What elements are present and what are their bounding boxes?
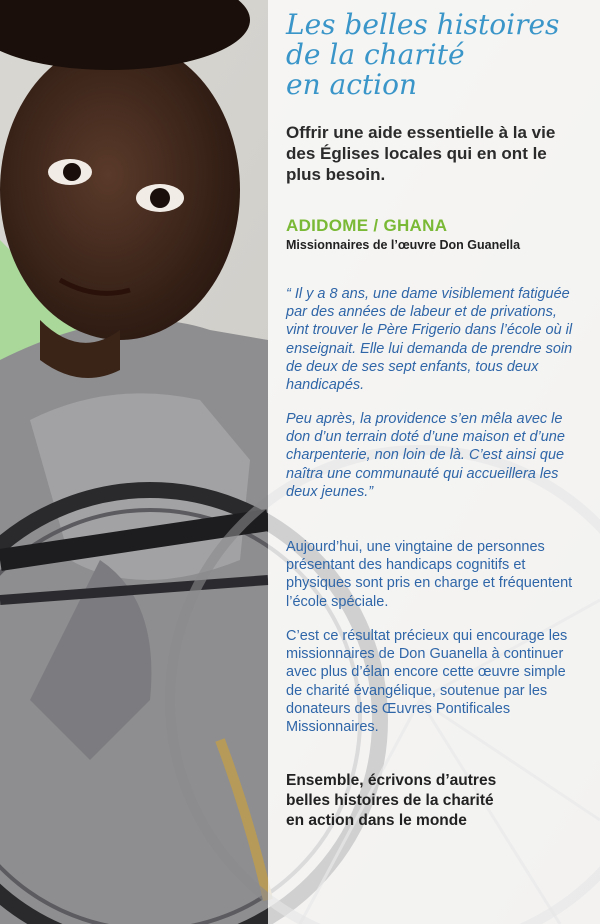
- quote-paragraph-1: “ Il y a 8 ans, une dame visiblement fatiguée par des années de labeur et de privations, vint trouver le Père Frigerio dans l’école où il enseignait. Elle lui demanda de prendre soin de deux de ses sept enfants, tous deux handicapés.: [286, 286, 573, 394]
- location-heading: ADIDOME / GHANA: [286, 216, 448, 235]
- intro-text: Offrir une aide essentielle à la vie des Églises locales qui en ont le plus besoin.: [286, 123, 556, 184]
- mission-subheading: Missionnaires de l’œuvre Don Guanella: [286, 238, 521, 252]
- page-title: [286, 10, 586, 100]
- title-line: en action: [286, 68, 417, 101]
- title-line: Les belles histoires: [286, 8, 560, 41]
- body-paragraph-1: Aujourd’hui, une vingtaine de personnes présentant des handicaps cognitifs et physiques sont pris en charge et fréquentent l’école spéciale.: [286, 539, 573, 610]
- closing-line: belles histoires de la charité: [286, 792, 494, 809]
- body-paragraph-2: C’est ce résultat précieux qui encourage les missionnaires de Don Guanella à continuer avec plus d’élan encore cette œuvre simple de charité évangélique, soutenue par les donateurs des Œuvres Pontificales Missionnaires.: [286, 628, 568, 736]
- title-line: de la charité: [286, 38, 465, 71]
- quote-paragraph-2: Peu après, la providence s’en mêla avec le don d’un terrain doté d’une maison et d’une charpenterie, non loin de là. C’est ainsi que naîtra une communauté qui accueillera les deux jeunes.”: [286, 411, 565, 500]
- closing-line: Ensemble, écrivons d’autres: [286, 772, 497, 789]
- closing-statement: [286, 771, 586, 831]
- closing-line: en action dans le monde: [286, 812, 467, 829]
